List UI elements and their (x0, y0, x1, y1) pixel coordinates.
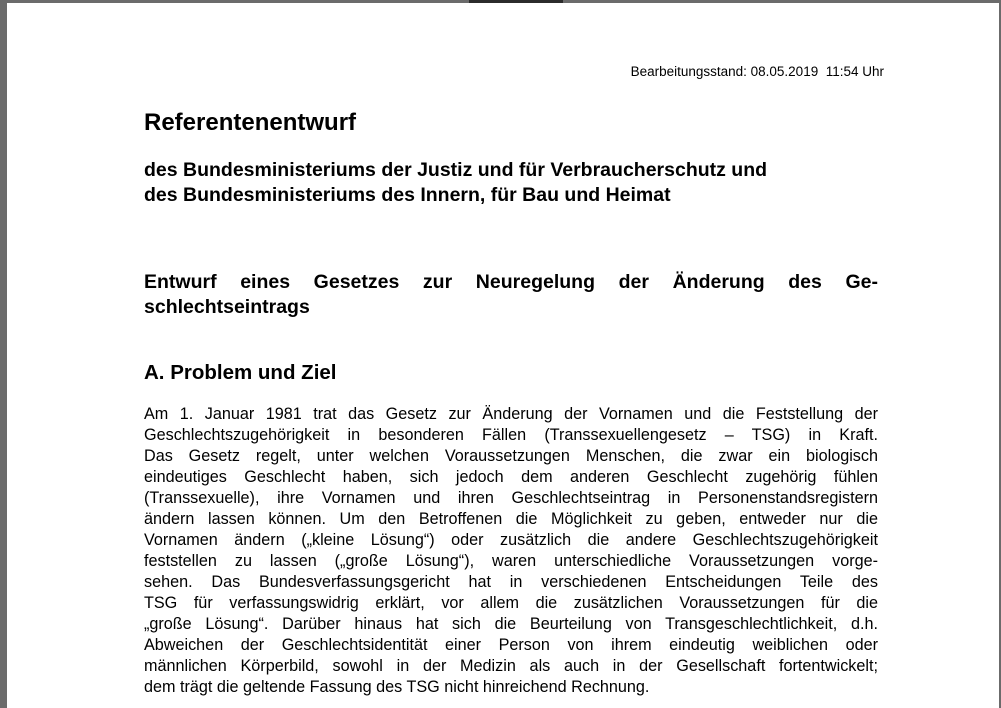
paragraph-line: (Transsexuelle), ihre Vornamen und ihren Geschlechtseintrag in Personenstandsregistern (144, 489, 878, 507)
paragraph-line: Das Gesetz regelt, unter welchen Voraussetzungen Menschen, die zwar ein biologisch (144, 447, 878, 465)
document-subtitle (144, 158, 904, 208)
paragraph-line: sehen. Das Bundesverfassungsgericht hat in verschiedenen Entscheidungen Teile des (144, 573, 878, 591)
paragraph-line: dem trägt die geltende Fassung des TSG nicht hinreichend Rechnung. (144, 678, 650, 696)
edit-status: Bearbeitungsstand: 08.05.2019 11:54 Uhr (630, 64, 884, 79)
paragraph-line: Vornamen ändern („kleine Lösung“) oder zusätzlich die andere Geschlechtszugehörigkeit (144, 531, 878, 549)
viewer-left-border (0, 0, 7, 708)
document-title: Referentenentwurf (144, 109, 357, 136)
law-title (144, 270, 878, 320)
paragraph-line: ändern lassen können. Um den Betroffenen die Möglichkeit zu geben, entweder nur die (144, 510, 878, 528)
paragraph-line: TSG für verfassungswidrig erklärt, vor allem die zusätzlichen Voraussetzungen für die (144, 594, 878, 612)
paragraph-line: Abweichen der Geschlechtsidentität einer Person von ihrem eindeutig weiblichen oder (144, 636, 878, 654)
body-paragraph (144, 404, 878, 698)
paragraph-line: Am 1. Januar 1981 trat das Gesetz zur Änderung der Vornamen und die Feststellung der (144, 405, 878, 423)
paragraph-line: Geschlechtszugehörigkeit in besonderen Fällen (Transsexuellengesetz – TSG) in Kraft. (144, 426, 878, 444)
paragraph-line: feststellen zu lassen („große Lösung“), waren unterschiedliche Voraussetzungen vorge- (144, 552, 878, 570)
paragraph-line: männlichen Körperbild, sowohl in der Medizin als auch in der Gesellschaft fortentwickelt; (144, 657, 878, 675)
subtitle-line: des Bundesministeriums der Justiz und für Verbraucherschutz und (144, 159, 768, 181)
law-title-line: Entwurf eines Gesetzes zur Neuregelung der Änderung des Ge- (144, 271, 878, 293)
paragraph-line: „große Lösung“. Darüber hinaus hat sich die Beurteilung von Transgeschlechtlichkeit, d.h. (144, 615, 878, 633)
subtitle-line: des Bundesministeriums des Innern, für Bau und Heimat (144, 184, 671, 206)
law-title-line: schlechtseintrags (144, 296, 310, 318)
paragraph-line: eindeutiges Geschlecht haben, sich jedoch dem anderen Geschlecht zugehörig fühlen (144, 468, 878, 486)
section-heading: A. Problem und Ziel (144, 361, 337, 384)
